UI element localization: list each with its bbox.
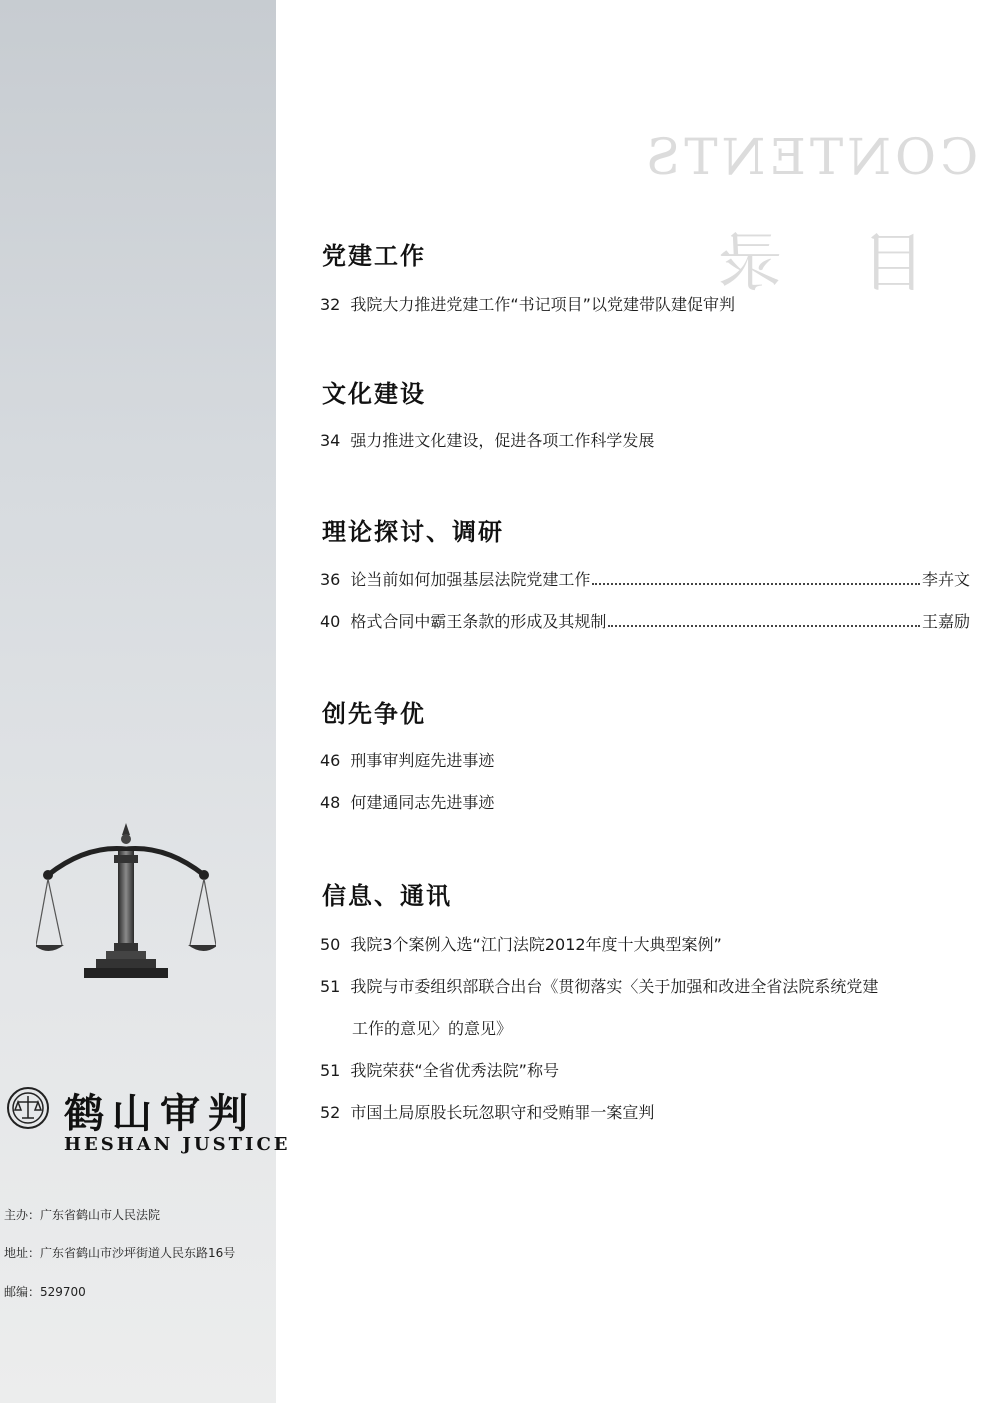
- entry-title: 市国土局原股长玩忽职守和受贿罪一案宣判: [350, 1103, 655, 1122]
- sidebar-panel: [0, 0, 276, 1403]
- entry-title: 格式合同中霸王条款的形成及其规制: [350, 612, 607, 631]
- bleed-through-contents: CONTENTS: [641, 128, 978, 186]
- section-title-theory-research: 理论探讨、调研: [322, 518, 504, 546]
- page-number: 50: [320, 935, 341, 954]
- entry-title: 何建通同志先进事迹: [350, 793, 495, 812]
- page-number: 34: [320, 431, 341, 450]
- dot-leader: [592, 583, 920, 585]
- publisher-line: 主办：广东省鹤山市人民法院: [4, 1208, 161, 1222]
- toc-entry[interactable]: [320, 932, 970, 955]
- publication-logo: [6, 1082, 266, 1142]
- entry-title-continuation: 工作的意见〉的意见》: [352, 1019, 513, 1038]
- toc-entry[interactable]: [320, 748, 970, 771]
- toc-entry[interactable]: [320, 790, 970, 813]
- page-number: 36: [320, 570, 341, 589]
- entry-title: 强力推进文化建设，促进各项工作科学发展: [350, 431, 655, 450]
- toc-entry[interactable]: [320, 292, 970, 315]
- section-title-excellence: 创先争优: [322, 700, 426, 728]
- toc-entry[interactable]: [320, 567, 970, 590]
- toc-entry[interactable]: [320, 1100, 970, 1123]
- entry-title: 我院大力推进党建工作“书记项目”以党建带队建促审判: [350, 295, 735, 314]
- bleed-through-mulu: 目录: [638, 227, 926, 301]
- section-title-culture: 文化建设: [322, 380, 426, 408]
- scales-of-justice-icon: [36, 815, 216, 995]
- logo-chinese-title: 鹤山审判: [64, 1090, 256, 1137]
- page-number: 32: [320, 295, 341, 314]
- entry-author: 李卉文: [921, 570, 970, 589]
- toc-entry[interactable]: [320, 974, 970, 997]
- page-number: 51: [320, 1061, 341, 1080]
- page-number: 51: [320, 977, 341, 996]
- toc-entry[interactable]: [320, 428, 970, 451]
- logo-english-title: HESHAN JUSTICE: [64, 1134, 291, 1155]
- address-line: 地址：广东省鹤山市沙坪街道人民东路16号: [4, 1246, 236, 1260]
- toc-entry[interactable]: [320, 609, 970, 632]
- entry-title: 我院荣获“全省优秀法院”称号: [350, 1061, 559, 1080]
- entry-title: 我院与市委组织部联合出台《贯彻落实〈关于加强和改进全省法院系统党建: [350, 977, 879, 996]
- page-number: 46: [320, 751, 341, 770]
- dot-leader: [608, 625, 920, 627]
- section-title-party-building: 党建工作: [322, 242, 426, 270]
- section-title-news: 信息、通讯: [322, 882, 452, 910]
- page-number: 52: [320, 1103, 341, 1122]
- page-number: 48: [320, 793, 341, 812]
- page-number: 40: [320, 612, 341, 631]
- entry-title: 刑事审判庭先进事迹: [350, 751, 495, 770]
- postcode-line: 邮编：529700: [4, 1285, 86, 1299]
- court-emblem-icon: [6, 1086, 50, 1130]
- toc-entry[interactable]: [320, 1058, 970, 1081]
- entry-title: 论当前如何加强基层法院党建工作: [350, 570, 591, 589]
- entry-author: 王嘉励: [921, 612, 970, 631]
- entry-title: 我院3个案例入选“江门法院2012年度十大典型案例”: [350, 935, 722, 954]
